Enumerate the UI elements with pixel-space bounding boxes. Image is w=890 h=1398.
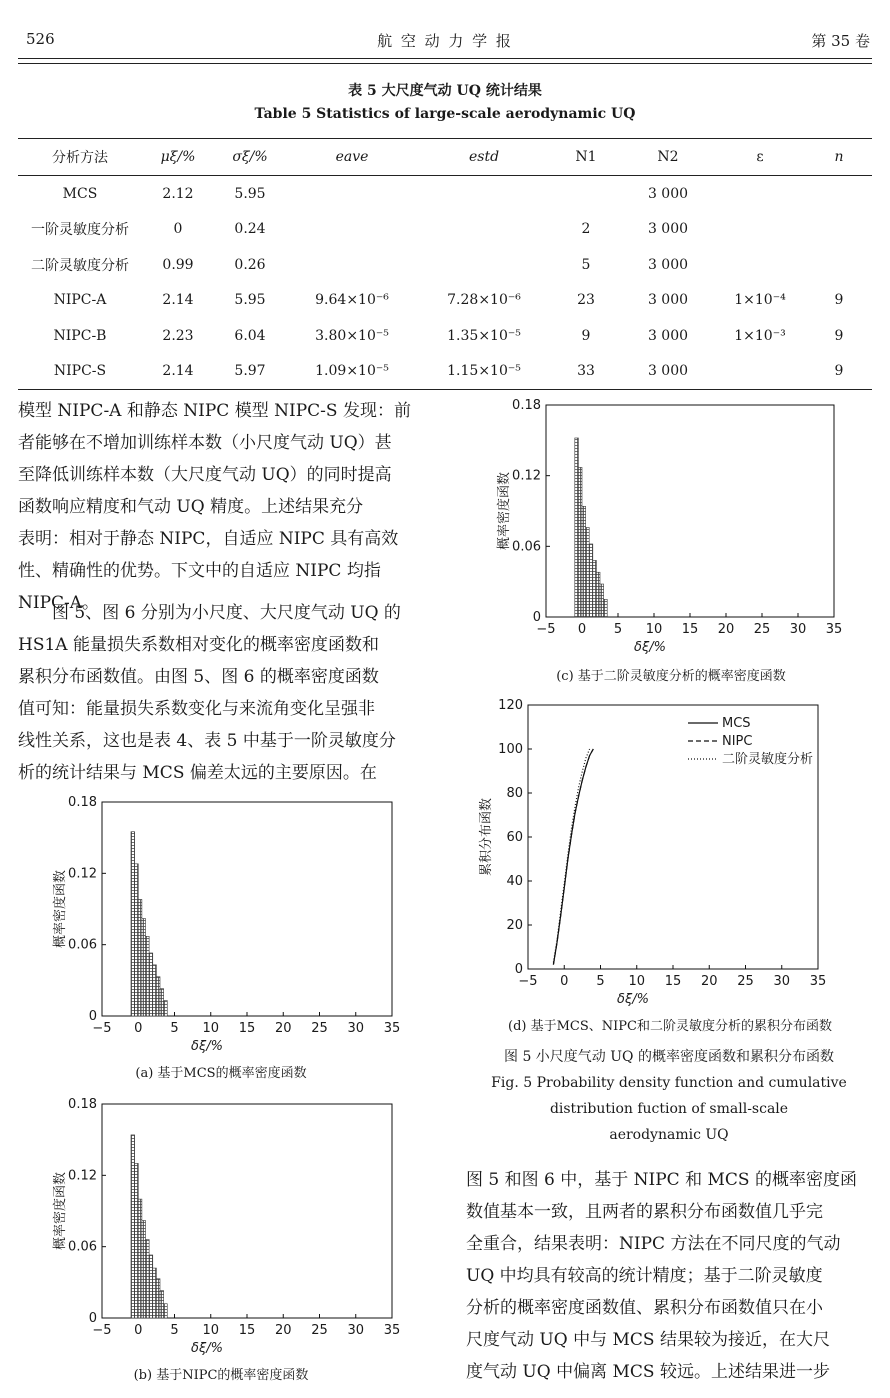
table-header-row bbox=[18, 139, 872, 176]
x-tick-label: −5 bbox=[518, 974, 538, 989]
x-tick-label: 0 bbox=[134, 1323, 143, 1338]
histogram-bar bbox=[160, 989, 164, 1016]
table-cell bbox=[714, 354, 806, 390]
table-cell: 0 bbox=[173, 221, 183, 238]
table-cell: 3 000 bbox=[622, 354, 714, 390]
x-axis-label: δξ/% bbox=[634, 640, 666, 655]
table-cell: 2.12 bbox=[162, 185, 194, 202]
x-tick-label: 35 bbox=[825, 622, 843, 637]
figure-caption-en-2: distribution fuction of small-scale bbox=[549, 1101, 789, 1117]
histogram-bar bbox=[156, 1279, 160, 1318]
figure-panel-b bbox=[46, 1092, 401, 1383]
pdf-chart-a bbox=[46, 790, 401, 1058]
table-cell: 5.95 bbox=[234, 292, 266, 309]
pdf-chart-c bbox=[492, 393, 850, 661]
text-line: 线性关系，这也是表 4、表 5 中基于一阶灵敏度分 bbox=[18, 731, 396, 751]
text-line: 全重合，结果表明：NIPC 方法在不同尺度的气动 bbox=[466, 1234, 841, 1254]
y-tick-label: 0.18 bbox=[68, 795, 97, 810]
header-rule-2 bbox=[18, 63, 872, 64]
x-tick-label: 10 bbox=[645, 622, 663, 637]
col-eave: eave bbox=[286, 139, 418, 176]
histogram-bar bbox=[582, 506, 586, 617]
volume-label: 第 35 卷 bbox=[811, 32, 870, 50]
text-line: 者能够在不增加训练样本数（小尺度气动 UQ）甚 bbox=[18, 433, 392, 453]
text-line: NIPC-A。 bbox=[18, 593, 100, 613]
histogram-bar bbox=[600, 584, 604, 617]
table-cell bbox=[286, 176, 418, 212]
table-cell bbox=[806, 212, 872, 248]
table-cell: 2.14 bbox=[162, 292, 194, 309]
table-cell: MCS bbox=[62, 185, 98, 202]
table-cell: 2 bbox=[581, 221, 591, 238]
col-sigma: σξ/% bbox=[214, 139, 286, 176]
table-cell: 7.28×10⁻⁶ bbox=[447, 292, 521, 309]
y-axis-label: 累积分布函数 bbox=[479, 797, 494, 877]
histogram-bar bbox=[153, 965, 157, 1016]
table-cell: 3.80×10⁻⁵ bbox=[315, 327, 389, 344]
y-tick-label: 40 bbox=[506, 874, 523, 889]
x-tick-label: 25 bbox=[753, 622, 771, 637]
y-tick-label: 100 bbox=[498, 742, 523, 757]
table-cell bbox=[286, 212, 418, 248]
histogram-bar bbox=[138, 1199, 142, 1318]
text-line: 图 5 和图 6 中，基于 NIPC 和 MCS 的概率密度函 bbox=[466, 1170, 857, 1190]
x-tick-label: 20 bbox=[700, 974, 718, 989]
y-tick-label: 0.06 bbox=[68, 1239, 97, 1255]
y-tick-label: 0.12 bbox=[68, 1168, 97, 1184]
y-tick-label: 0.18 bbox=[512, 398, 541, 413]
text-line: 度气动 UQ 中偏离 MCS 较远。上述结果进一步 bbox=[466, 1362, 830, 1382]
y-tick-label: 0 bbox=[88, 1009, 97, 1024]
x-tick-label: 0 bbox=[134, 1021, 143, 1036]
table-cell: 1.35×10⁻⁵ bbox=[447, 327, 521, 344]
histogram-bar bbox=[142, 919, 146, 1016]
page-number: 526 bbox=[26, 30, 55, 48]
pdf-chart-b bbox=[46, 1092, 401, 1360]
table-row bbox=[18, 318, 872, 354]
table-cell bbox=[550, 176, 622, 212]
text-line: 数值基本一致，且两者的累积分布函数值几乎完 bbox=[466, 1202, 823, 1222]
table-cell bbox=[418, 247, 550, 283]
table-cell: 9 bbox=[834, 327, 844, 344]
table-caption-en: Table 5 Statistics of large-scale aerodynamic UQ bbox=[254, 106, 636, 122]
cdf-chart-d bbox=[470, 693, 870, 1011]
text-line: 尺度气动 UQ 中与 MCS 结果较为接近，在大尺 bbox=[466, 1330, 830, 1350]
col-n2: N2 bbox=[622, 139, 714, 176]
histogram-bar bbox=[578, 467, 582, 617]
figure-caption-en-1: Fig. 5 Probability density function and cumulative bbox=[491, 1075, 847, 1091]
histogram-bar bbox=[146, 1240, 150, 1318]
table-cell bbox=[418, 176, 550, 212]
subcaption-a: (a) 基于MCS的概率密度函数 bbox=[135, 1066, 307, 1081]
subcaption-d: (d) 基于MCS、NIPC和二阶灵敏度分析的累积分布函数 bbox=[508, 1019, 832, 1034]
table-cell: 5 bbox=[581, 256, 591, 273]
text-line: UQ 中均具有较高的统计精度；基于二阶灵敏度 bbox=[466, 1266, 823, 1286]
x-axis-label: δξ/% bbox=[191, 1039, 223, 1054]
x-tick-label: 0 bbox=[577, 622, 587, 637]
table-cell: 23 bbox=[577, 292, 595, 309]
col-n1: N1 bbox=[550, 139, 622, 176]
left-paragraph-2 bbox=[18, 597, 424, 789]
histogram-bar bbox=[164, 1001, 168, 1016]
table-row bbox=[18, 212, 872, 248]
histogram-bar bbox=[156, 977, 160, 1016]
x-tick-label: 5 bbox=[170, 1323, 179, 1338]
col-estd: estd bbox=[418, 139, 550, 176]
statistics-table bbox=[18, 138, 872, 390]
table-cell: 5.95 bbox=[234, 185, 266, 202]
y-tick-label: 20 bbox=[506, 918, 523, 933]
table-cell: 9 bbox=[834, 292, 844, 309]
x-tick-label: 10 bbox=[202, 1323, 220, 1338]
x-tick-label: 10 bbox=[202, 1021, 220, 1036]
x-tick-label: 5 bbox=[170, 1021, 179, 1036]
figure-caption-cn: 图 5 小尺度气动 UQ 的概率密度函数和累积分布函数 bbox=[504, 1049, 834, 1065]
figure-panel-d bbox=[470, 693, 870, 1033]
y-axis-label: 概率密度函数 bbox=[53, 1171, 68, 1251]
x-tick-label: 35 bbox=[383, 1323, 401, 1338]
x-tick-label: −5 bbox=[536, 622, 556, 637]
table-cell: 5.97 bbox=[214, 354, 286, 390]
table-cell: 3 000 bbox=[647, 185, 689, 202]
legend-label: 二阶灵敏度分析 bbox=[722, 752, 814, 767]
x-tick-label: 30 bbox=[347, 1021, 365, 1036]
figure-panel-a bbox=[46, 790, 401, 1081]
histogram-bar bbox=[149, 953, 153, 1016]
subcaption-c: (c) 基于二阶灵敏度分析的概率密度函数 bbox=[556, 669, 786, 684]
text-line: HS1A 能量损失系数相对变化的概率密度函数和 bbox=[18, 635, 379, 655]
y-tick-label: 0 bbox=[532, 610, 541, 625]
x-tick-label: 25 bbox=[311, 1323, 328, 1338]
col-method: 分析方法 bbox=[18, 139, 142, 176]
x-tick-label: 20 bbox=[274, 1021, 292, 1036]
histogram-bar bbox=[575, 438, 579, 617]
table-cell: NIPC-B bbox=[53, 327, 107, 344]
histogram-bar bbox=[164, 1304, 168, 1318]
x-tick-label: 15 bbox=[681, 622, 699, 637]
table-cell: 0.26 bbox=[234, 256, 266, 273]
x-tick-label: 30 bbox=[773, 974, 791, 989]
text-line: 性、精确性的优势。下文中的自适应 NIPC 均指 bbox=[18, 561, 381, 581]
y-tick-label: 0.12 bbox=[512, 468, 541, 484]
table-cell: 1×10⁻³ bbox=[734, 327, 786, 344]
x-tick-label: 5 bbox=[596, 974, 605, 989]
table-row bbox=[18, 247, 872, 283]
table-cell bbox=[714, 212, 806, 248]
x-tick-label: 25 bbox=[737, 974, 754, 989]
figure-panel-c bbox=[492, 393, 850, 683]
journal-title: 航 空 动 力 学 报 bbox=[377, 32, 513, 50]
x-tick-label: 15 bbox=[238, 1323, 256, 1338]
text-line: 至降低训练样本数（大尺度气动 UQ）的同时提高 bbox=[18, 465, 392, 485]
table-cell bbox=[806, 247, 872, 283]
text-line: 析的统计结果与 MCS 偏差太远的主要原因。在 bbox=[18, 763, 377, 783]
y-tick-label: 60 bbox=[506, 830, 523, 845]
table-cell: 9 bbox=[581, 327, 591, 344]
table-cell: 1.15×10⁻⁵ bbox=[418, 354, 550, 390]
table-cell: 6.04 bbox=[234, 327, 266, 344]
table-cell: 3 000 bbox=[647, 221, 689, 238]
figure-caption bbox=[466, 1044, 872, 1148]
table-row bbox=[18, 283, 872, 319]
table-cell bbox=[714, 247, 806, 283]
histogram-bar bbox=[131, 1135, 135, 1318]
histogram-bar bbox=[131, 832, 135, 1016]
x-tick-label: 35 bbox=[809, 974, 827, 989]
cdf-line-series bbox=[553, 749, 593, 965]
table-cell: 1×10⁻⁴ bbox=[734, 292, 786, 309]
x-tick-label: 25 bbox=[311, 1021, 328, 1036]
histogram-bar bbox=[146, 936, 150, 1016]
x-tick-label: −5 bbox=[92, 1021, 112, 1036]
histogram-bar bbox=[153, 1268, 157, 1318]
table-caption-cn: 表 5 大尺度气动 UQ 统计结果 bbox=[348, 83, 542, 99]
histogram-bar bbox=[160, 1291, 164, 1318]
table-cell: NIPC-A bbox=[53, 292, 107, 309]
x-tick-label: 30 bbox=[789, 622, 807, 637]
x-tick-label: 5 bbox=[613, 622, 623, 637]
table-cell: 0.24 bbox=[234, 221, 266, 238]
table-cell bbox=[418, 212, 550, 248]
histogram-bar bbox=[142, 1221, 146, 1318]
legend-label: MCS bbox=[722, 716, 751, 731]
table-cell: 0.99 bbox=[162, 256, 194, 273]
y-tick-label: 0.12 bbox=[68, 866, 97, 882]
histogram-bar bbox=[586, 527, 590, 617]
histogram-bar bbox=[604, 599, 608, 617]
table-cell bbox=[806, 176, 872, 212]
x-axis-label: δξ/% bbox=[617, 992, 649, 1007]
x-tick-label: 15 bbox=[664, 974, 682, 989]
table-row bbox=[18, 354, 872, 390]
table-cell: 33 bbox=[550, 354, 622, 390]
y-tick-label: 0.06 bbox=[512, 539, 541, 555]
y-tick-label: 120 bbox=[498, 698, 523, 713]
text-line: 表明：相对于静态 NIPC，自适应 NIPC 具有高效 bbox=[18, 529, 399, 549]
table-cell: 3 000 bbox=[647, 256, 689, 273]
table-cell: 9.64×10⁻⁶ bbox=[315, 292, 389, 309]
legend-label: NIPC bbox=[722, 734, 753, 749]
text-line: 值可知：能量损失系数变化与来流角变化呈强非 bbox=[18, 699, 375, 719]
x-axis-label: δξ/% bbox=[191, 1341, 223, 1356]
y-axis-label: 概率密度函数 bbox=[497, 471, 512, 551]
table-cell: 2.23 bbox=[162, 327, 194, 344]
left-paragraph-1 bbox=[18, 395, 424, 619]
table-cell: 一阶灵敏度分析 bbox=[31, 222, 129, 239]
table-cell: 3 000 bbox=[647, 292, 689, 309]
y-axis-label: 概率密度函数 bbox=[53, 869, 68, 949]
text-line: 图 5、图 6 分别为小尺度、大尺度气动 UQ 的 bbox=[52, 603, 401, 623]
histogram-bar bbox=[596, 572, 600, 617]
y-tick-label: 80 bbox=[506, 786, 523, 801]
table-cell bbox=[286, 247, 418, 283]
col-epsilon: ε bbox=[714, 139, 806, 176]
subcaption-b: (b) 基于NIPC的概率密度函数 bbox=[133, 1368, 309, 1383]
table-cell: 1.09×10⁻⁵ bbox=[286, 354, 418, 390]
table-cell bbox=[714, 176, 806, 212]
cdf-line-series bbox=[553, 749, 593, 965]
x-tick-label: −5 bbox=[92, 1323, 112, 1338]
figure-caption-en-3: aerodynamic UQ bbox=[609, 1127, 729, 1143]
y-tick-label: 0.06 bbox=[68, 937, 97, 953]
table-cell: 2.14 bbox=[142, 354, 214, 390]
table-row bbox=[18, 176, 872, 212]
x-tick-label: 20 bbox=[274, 1323, 292, 1338]
x-tick-label: 15 bbox=[238, 1021, 256, 1036]
header-rule bbox=[18, 58, 872, 59]
histogram-bar bbox=[138, 899, 142, 1016]
y-tick-label: 0 bbox=[514, 962, 523, 977]
y-tick-label: 0 bbox=[88, 1311, 97, 1326]
histogram-bar bbox=[135, 1163, 139, 1318]
right-paragraph bbox=[466, 1164, 872, 1388]
table-cell: NIPC-S bbox=[18, 354, 142, 390]
text-line: 模型 NIPC-A 和静态 NIPC 模型 NIPC-S 发现：前 bbox=[18, 401, 411, 421]
histogram-bar bbox=[589, 544, 593, 617]
col-n: n bbox=[806, 139, 872, 176]
x-tick-label: 20 bbox=[717, 622, 735, 637]
histogram-bar bbox=[135, 864, 139, 1016]
text-line: 分析的概率密度函数值、累积分布函数值只在小 bbox=[466, 1298, 823, 1318]
text-line: 累积分布函数值。由图 5、图 6 的概率密度函数 bbox=[18, 667, 379, 687]
y-tick-label: 0.18 bbox=[68, 1097, 97, 1112]
table-cell: 9 bbox=[806, 354, 872, 390]
x-tick-label: 35 bbox=[383, 1021, 401, 1036]
table-cell: 3 000 bbox=[647, 327, 689, 344]
histogram-bar bbox=[593, 560, 597, 617]
histogram-bar bbox=[149, 1255, 153, 1318]
x-tick-label: 0 bbox=[560, 974, 569, 989]
col-mu: μξ/% bbox=[142, 139, 214, 176]
text-line: 函数响应精度和气动 UQ 精度。上述结果充分 bbox=[18, 497, 364, 517]
table-cell: 二阶灵敏度分析 bbox=[31, 257, 129, 274]
x-tick-label: 10 bbox=[628, 974, 646, 989]
x-tick-label: 30 bbox=[347, 1323, 365, 1338]
